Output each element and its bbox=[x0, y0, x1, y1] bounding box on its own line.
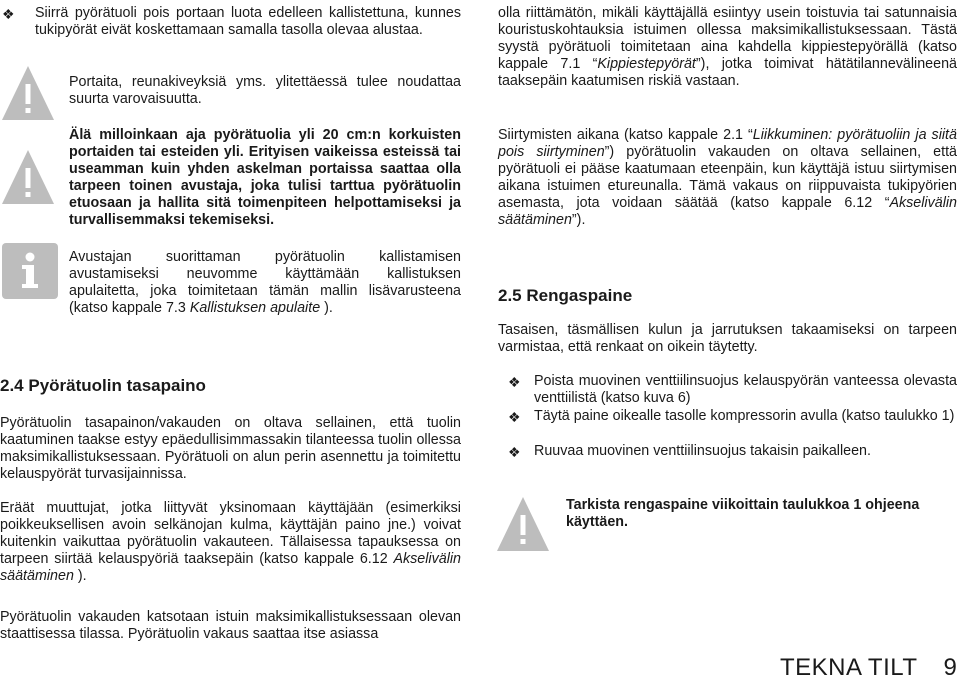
diamond-bullet-icon: ❖ bbox=[508, 444, 521, 460]
bullet-item-1: Poista muovinen venttiilinsuojus kelauspyörän vanteessa olevasta venttiilistä (katso kuva 6) bbox=[534, 373, 957, 406]
diamond-bullet-icon: ❖ bbox=[508, 409, 521, 425]
page-footer bbox=[780, 655, 957, 681]
warning-icon bbox=[0, 146, 56, 208]
section-title-2-5: 2.5 Rengaspaine bbox=[498, 286, 633, 305]
warning-text-2: Älä milloinkaan aja pyörätuolia yli 20 cm:n korkuisten portaiden tai esteiden yli. Erityisen vaikeissa esteissä tai useamman kuin yhden askelman portaissa saattaa olla tarpeen toinen avustaja, joka tulisi tarttua pyörätuolin etuosaan ja hallita sitä toimenpiteen helpottamiseksi ja turvallisemmaksi tekemiseksi. bbox=[69, 127, 461, 228]
diamond-bullet-icon: ❖ bbox=[508, 374, 521, 390]
info-text: Avustajan suorittaman pyörätuolin kallistamisen avustamiseksi neuvomme käyttämään kallistuksen apulaitetta, joka toimitetaan tämän mallin lisävarusteena (katso kappale 7.3 Kallistuksen apulaite ). bbox=[69, 249, 461, 316]
info-icon bbox=[2, 243, 58, 299]
paragraph-balance-3: Pyörätuolin vakauden katsotaan istuin maksimikallistuksessaan olevan staattisessa tilassa. Pyörätuolin vakaus saattaa itse asiassa bbox=[0, 609, 461, 642]
paragraph-balance-1: Pyörätuolin tasapainon/vakauden on oltava sellainen, että tuolin kaatuminen taakse estyy epäedullisimmassakin tilanteessa tuolin ollessa maksimikallistuksessaan. Pyörätuoli on alun perin asennettu ja toimitettu kelauspyörät turvasijainnissa. bbox=[0, 415, 461, 482]
warning-icon bbox=[0, 62, 56, 124]
warning-text-1: Portaita, reunakiveyksiä yms. ylitettäessä tulee noudattaa suurta varovaisuutta. bbox=[69, 74, 461, 107]
diamond-bullet-icon: ❖ bbox=[2, 6, 15, 22]
bullet-item-3: Ruuvaa muovinen venttiilinsuojus takaisin paikalleen. bbox=[534, 443, 871, 459]
page-number: 9 bbox=[943, 654, 958, 681]
warning-icon bbox=[495, 493, 551, 555]
bullet-text-1: Siirrä pyörätuoli pois portaan luota edelleen kallistettuna, kunnes tukipyörät eivät koskettamaan samalla tasolla olevaa alustaa. bbox=[35, 5, 461, 38]
paragraph-right-1: olla riittämätön, mikäli käyttäjällä esiintyy usein toistuvia tai satunnaisia kouristuskohtauksia istuimen ollessa maksimikallistuksessaan. Tästä syystä pyörätuoli toimitetaan aina kahdella kippiestepyörällä (katso kappale 7.1 “Kippiestepyörät”), jotka toimivat hätätilannevälineenä taaksepäin kaatumisen riskiä vastaan. bbox=[498, 5, 957, 89]
section-title-2-4: 2.4 Pyörätuolin tasapaino bbox=[0, 376, 206, 395]
warning-text-right: Tarkista rengaspaine viikoittain taulukkoa 1 ohjeena käyttäen. bbox=[566, 497, 920, 530]
paragraph-balance-2: Eräät muuttujat, jotka liittyvät yksinomaan käyttäjään (esimerkiksi poikkeuksellisen avoin selkänojan kulma, käyttäjän paino jne.) voivat kuitenkin vaikuttaa pyörätuolin vakauteen. Tällaisessa tapauksessa on tarpeen siirtää kelauspyöriä taaksepäin (katso kappale 6.12 Akselivälin säätäminen ). bbox=[0, 500, 461, 584]
paragraph-right-3: Tasaisen, täsmällisen kulun ja jarrutuksen takaamiseksi on tarpeen varmistaa, että renkaat on oikein täytetty. bbox=[498, 322, 957, 355]
footer-brand: TEKNA TILT bbox=[780, 654, 918, 681]
bullet-item-2: Täytä paine oikealle tasolle kompressorin avulla (katso taulukko 1) bbox=[534, 408, 955, 424]
paragraph-right-2: Siirtymisten aikana (katso kappale 2.1 “Liikkuminen: pyörätuoliin ja siitä pois siirtyminen”) pyörätuolin vakauden on oltava sellainen, että pyörätuoli ei pääse kaatumaan eteenpäin, kun käyttäjä istuu siirtymisen aikana istuimen etureunalla. Tämä vakaus on riippuvaista tukipyörien asemasta, jota voidaan säätää (katso kappale 6.12 “Akselivälin säätäminen”). bbox=[498, 127, 957, 228]
